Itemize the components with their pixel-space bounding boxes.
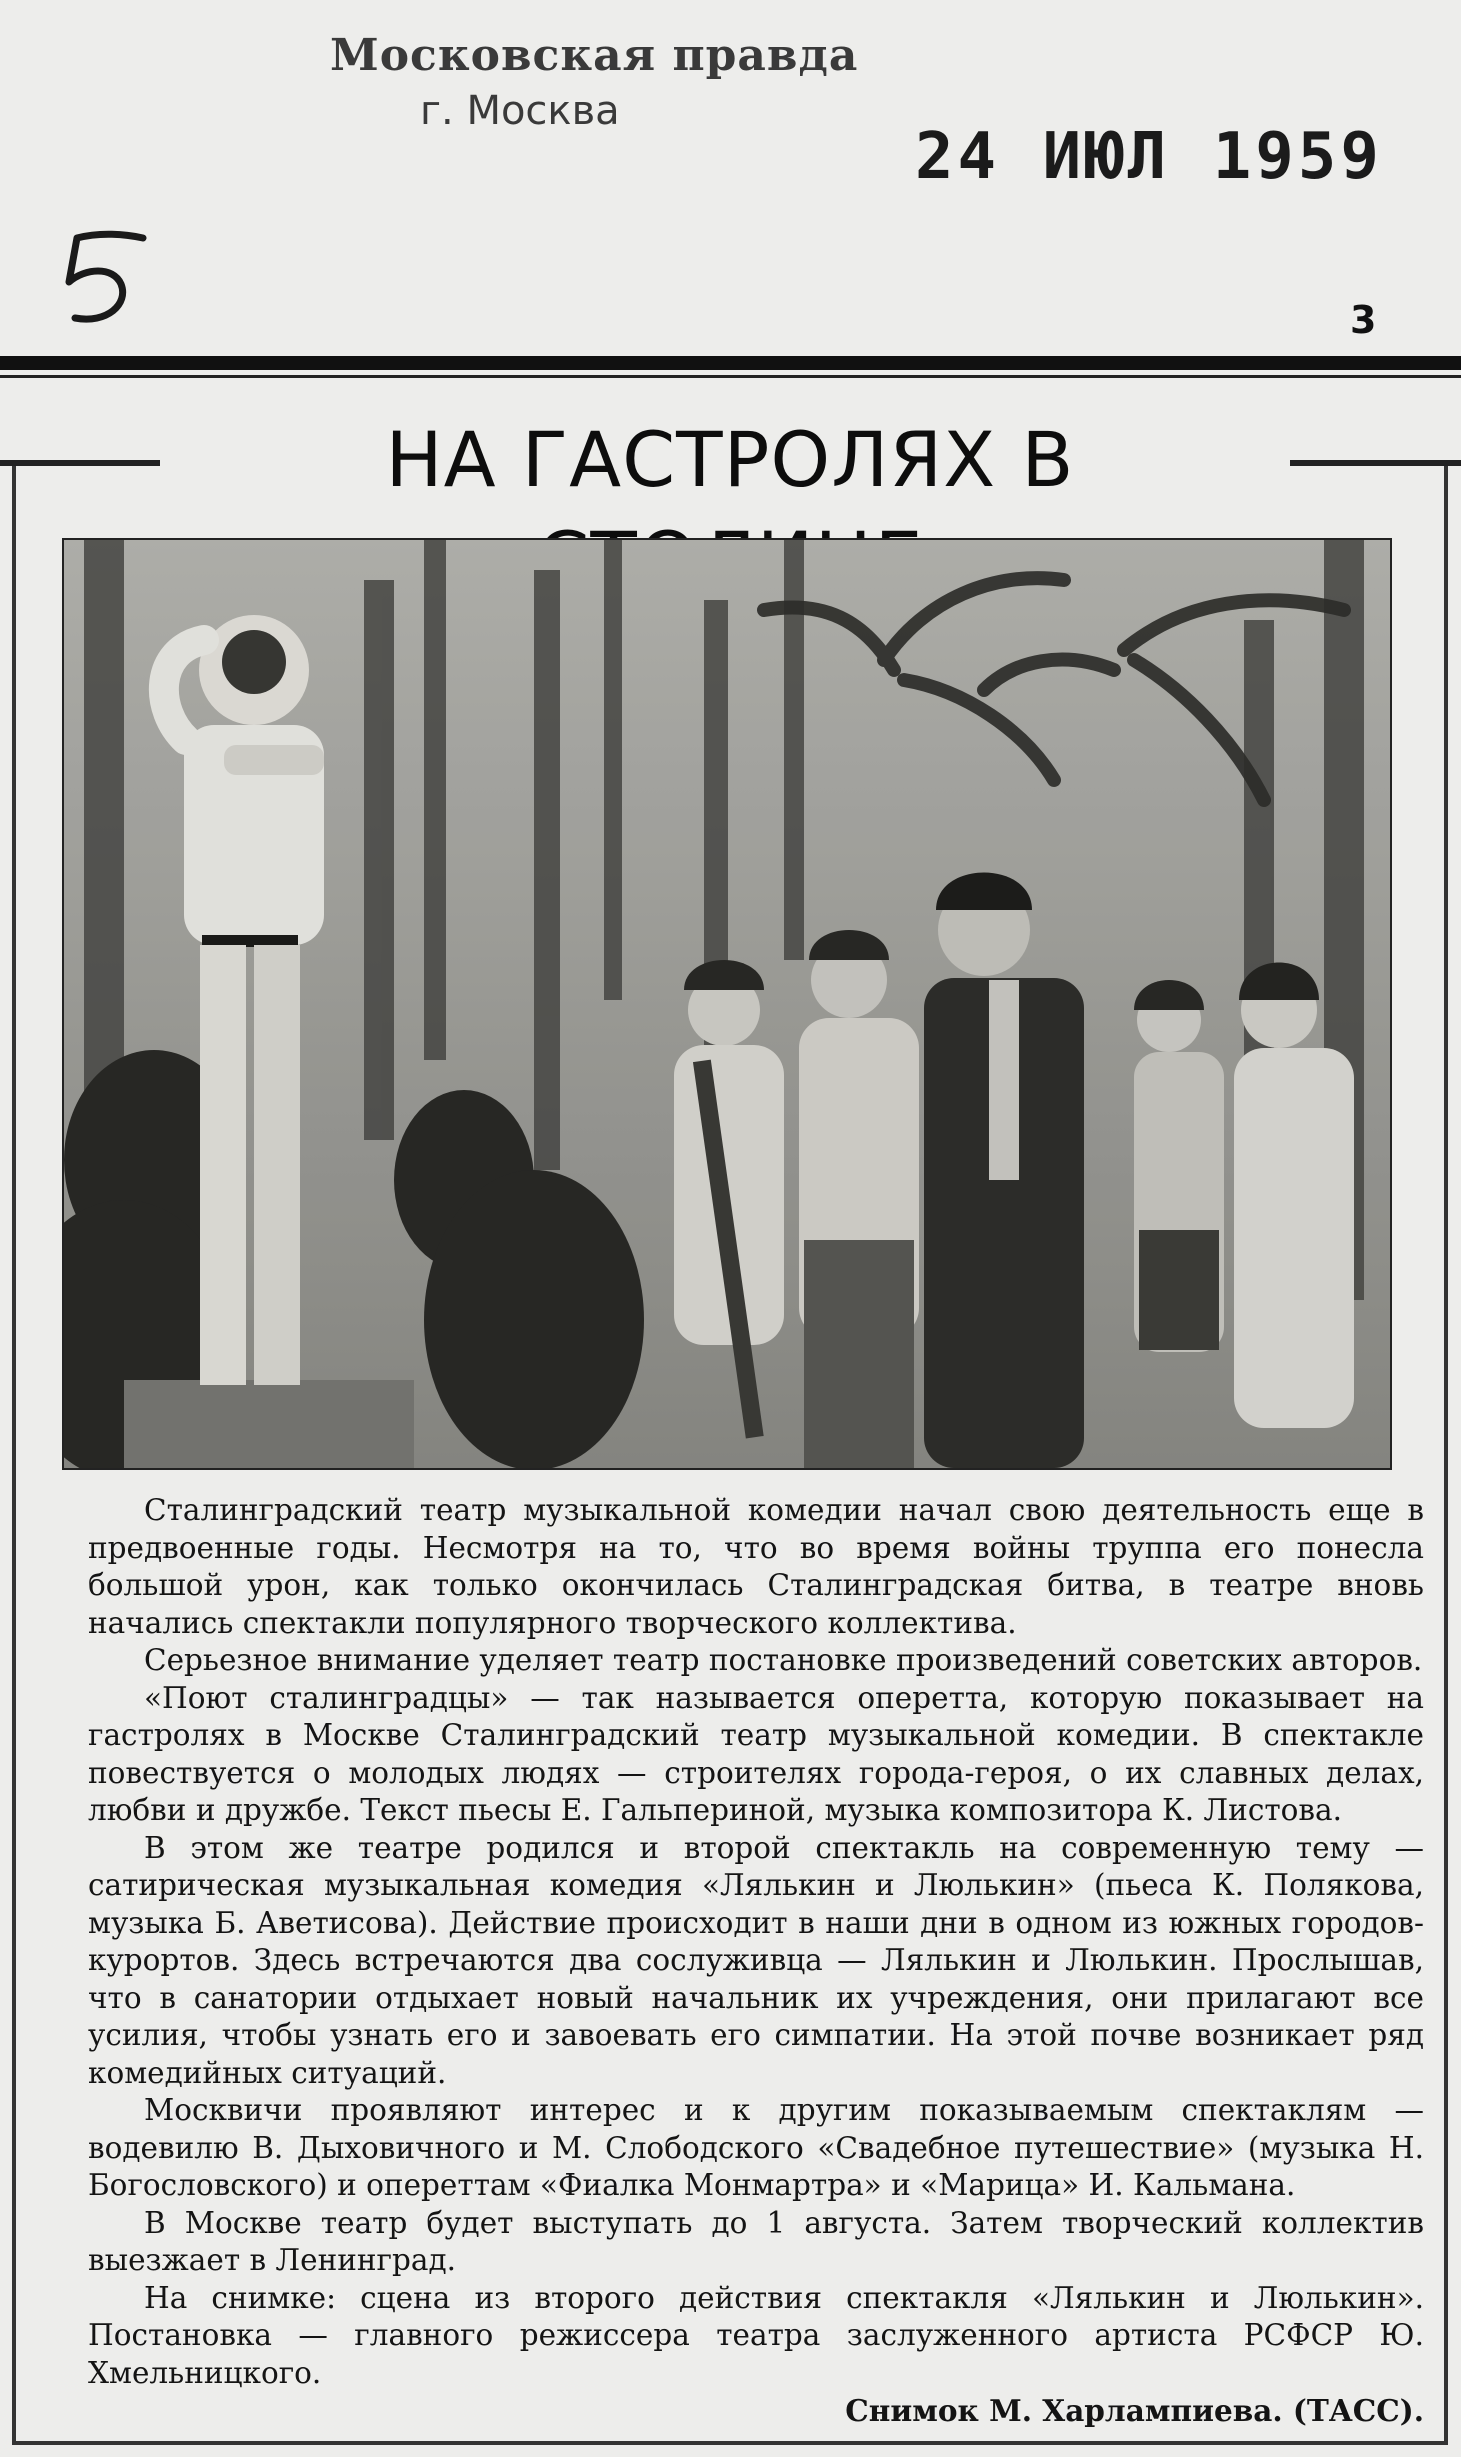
city-stamp: г. Москва — [420, 88, 620, 134]
article-paragraph-6: В Москве театр будет выступать до 1 августа. Затем творческий коллектив выезжает в Ленинград. — [88, 2205, 1424, 2277]
title-rule-right — [1290, 460, 1461, 466]
article-paragraph-3: «Поют сталинградцы» — так называется оперетта, которую показывает на гастролях в Москве Сталинградский театр музыкальной комедии. В спектакле повествуется о молодых людях — строителях города-героя, о их славных делах, любви и дружбе. Текст пьесы Е. Гальпериной, музыка композитора К. Листова. — [88, 1680, 1424, 1827]
stage-photo — [62, 538, 1392, 1470]
article-paragraph-4: В этом же театре родился и второй спектакль на современную тему — сатирическая музыкальная комедия «Лялькин и Люлькин» (пьеса К. Полякова, музыка Б. Аветисова). Действие происходит в наши дни в одном из южных городов-курортов. Здесь встречаются два сослуживца — Лялькин и Люлькин. Прослышав, что в санатории отдыхает новый начальник их учреждения, они прилагают все усилия, чтобы узнать его и завоевать его симпатии. На этой почве возникает ряд комедийных ситуаций. — [88, 1830, 1424, 2090]
title-block — [0, 410, 1461, 510]
date-stamp: 24 ИЮЛ 1959 — [915, 120, 1383, 194]
handwritten-mark-icon — [55, 220, 155, 330]
title-rule-left — [0, 460, 160, 466]
article-body — [88, 1492, 1424, 2430]
stage-scene-photo-icon — [64, 540, 1390, 1468]
photo-credit: Снимок М. Харлампиева. (ТАСС). — [845, 2393, 1424, 2428]
photo-caption: На снимке: сцена из второго действия спектакля «Лялькин и Люлькин». Постановка — главного режиссера театра заслуженного артиста РСФСР Ю. Хмельницкого. — [88, 2280, 1424, 2390]
article-title: НА ГАСТРОЛЯХ В — [385, 415, 1075, 504]
article-paragraph-5: Москвичи проявляют интерес и к другим показываемым спектаклям — водевилю В. Дыховичного и М. Слободского «Свадебное путешествие» (музыка Н. Богословского) и опереттам «Фиалка Монмартра» и «Марица» И. Кальмана. — [88, 2093, 1424, 2202]
article-paragraph-2: Серьезное внимание уделяет театр постановке произведений советских авторов. — [144, 1643, 1423, 1677]
header-rule — [0, 356, 1461, 370]
photo-credit-line — [88, 2392, 1424, 2430]
page-number: 3 — [1350, 298, 1377, 342]
header-rule-thin — [0, 375, 1461, 378]
newspaper-name-stamp: Московская правда — [330, 30, 859, 81]
article-paragraph-1: Сталинградский театр музыкальной комедии начал свою деятельность еще в предвоенные годы. Несмотря на то, что во время войны труппа его понесла большой урон, как только окончилась Сталинградская битва, в театре вновь начались спектакли популярного творческого коллектива. — [88, 1493, 1424, 1640]
